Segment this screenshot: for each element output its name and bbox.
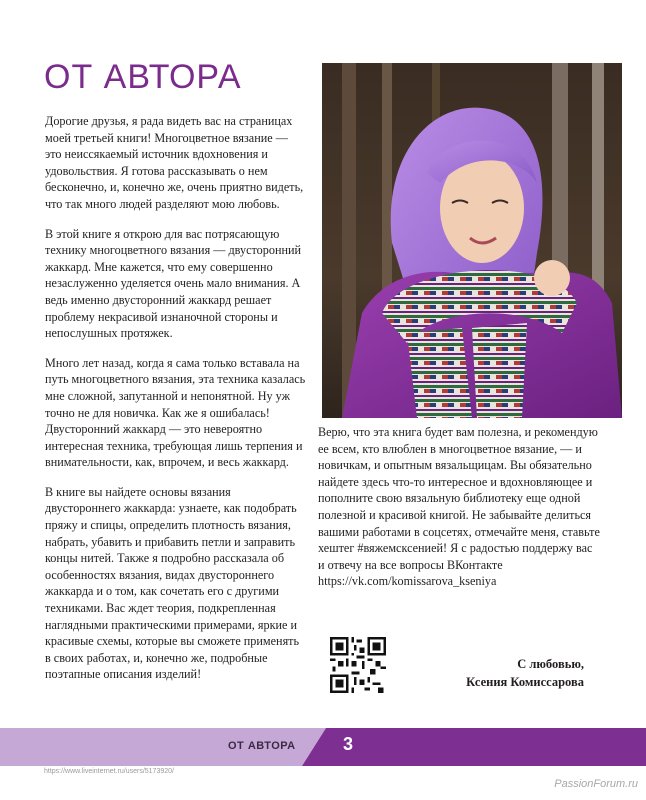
footer-band (0, 728, 646, 766)
watermark: PassionForum.ru (554, 778, 638, 790)
qr-code-icon[interactable] (330, 637, 386, 693)
signature (466, 655, 584, 691)
footer-section-label: ОТ АВТОРА (228, 740, 296, 752)
page-title: ОТ АВТОРА (44, 58, 242, 96)
right-column (318, 424, 600, 603)
left-column (45, 113, 307, 696)
page-number: 3 (343, 734, 354, 754)
signature-author-name: Ксения Комиссарова (466, 675, 584, 689)
author-photo (322, 63, 622, 418)
intro-paragraph-2: В этой книге я открою для вас потрясающую технику многоцветного вязания — двусторонний жаккард. Мне кажется, что ему совершенно незаслуженно уделяется очень мало внимания. А ведь именно двусторонний жаккард решает проблему некрасивой изнаночной стороны и непослушных протяжек. (45, 226, 302, 341)
closing-paragraph: Верю, что эта книга будет вам полезна, и рекомендую ее всем, кто влюблен в многоцветное вязание, — и новичкам, и опытным вязальщицам. Вы обязательно найдете здесь что-то интересное и вдохновляющее и пополните свою вязальную библиотеку еще одной полезной и красивой книгой. Не забывайте делиться вашими работами в соцсетях, отмечайте меня, ставьте хештег #вяжемсксенией! Я с радостью поддержу вас и отвечу на все вопросы ВКонтакте https://vk.com/komissarova_kseniya (318, 425, 600, 589)
intro-paragraph-1: Дорогие друзья, я рада видеть вас на страницах моей третьей книги! Многоцветное вязание — это неиссякаемый источник вдохновения и удовольствия. Я готова рассказывать о нем бесконечно, и, конечно же, очень приятно видеть, что так много людей разделяют мою любовь. (45, 114, 304, 211)
intro-paragraph-4: В книге вы найдете основы вязания двустороннего жаккарда: узнаете, как подобрать пряжу и спицы, определить плотность вязания, набрать, убавить и прибавить петли и заправить концы нитей. Также я подробно рассказала об особенностях вязания, видах двустороннего жаккарда и о том, как сочетать его с другими техниками. Вас ждет теория, подкрепленная наглядными практическими примерами, яркие и красивые схемы, которые вы сможете применять в своих работах, и, конечно же, подробные поэтапные описания изделий! (45, 484, 300, 682)
signature-greeting: С любовью, (517, 657, 584, 671)
source-url: https://www.liveinternet.ru/users/5173920/ (44, 768, 174, 775)
intro-paragraph-3: Много лет назад, когда я сама только вставала на путь многоцветного вязания, эта техника казалась мне сложной, запутанной и непонятной. Ну уж точно не для новичка. Как же я ошибалась! Двусторонний жаккард — это невероятно интересная техника, требующая лишь терпения и внимательности, как, впрочем, и весь жаккард. (45, 355, 306, 470)
